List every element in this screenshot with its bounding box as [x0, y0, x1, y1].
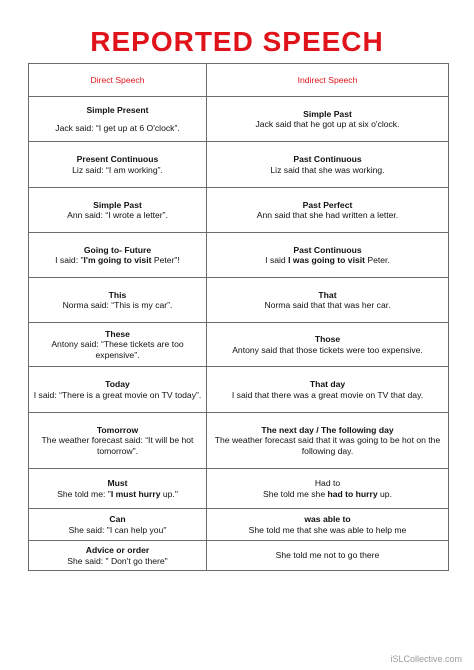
indirect-cell	[207, 541, 449, 571]
example-sentence: Ann said that she had written a letter.	[256, 210, 399, 220]
table-row	[29, 278, 449, 323]
direct-cell	[29, 323, 207, 367]
indirect-cell	[207, 233, 449, 278]
direct-cell	[29, 97, 207, 142]
indirect-cell	[207, 97, 449, 142]
tense-heading: Simple Present	[86, 104, 149, 115]
example-sentence	[210, 489, 445, 500]
tense-heading: Today	[105, 379, 130, 389]
example-sentence: Norma said: “This is my car”.	[62, 300, 173, 310]
tense-heading: Can	[109, 514, 126, 524]
table-header-row	[29, 64, 449, 97]
tense-heading: Past Continuous	[293, 244, 362, 255]
sentence-part: I said	[265, 255, 289, 265]
indirect-cell	[207, 367, 449, 413]
example-sentence: Norma said that that was her car.	[264, 300, 391, 310]
tense-heading: That	[318, 289, 337, 300]
reported-speech-table	[28, 63, 449, 571]
sentence-part: Peter.	[364, 255, 390, 265]
sentence-highlight: I was going to visit	[288, 255, 365, 265]
example-sentence: Antony said that those tickets were too expensive.	[232, 344, 423, 355]
example-sentence: She said: "I can help you"	[68, 524, 167, 535]
table-row	[29, 469, 449, 509]
indirect-cell	[207, 469, 449, 509]
sentence-highlight: I'm going to visit	[83, 255, 152, 265]
indirect-cell	[207, 142, 449, 188]
page-title: REPORTED SPEECH	[90, 26, 384, 57]
table-row	[29, 188, 449, 233]
tense-heading: Present Continuous	[76, 154, 159, 164]
example-sentence	[32, 255, 203, 266]
example-sentence: Ann said: “I wrote a letter”.	[67, 210, 168, 220]
tense-heading: Simple Past	[93, 199, 142, 210]
indirect-cell	[207, 188, 449, 233]
example-sentence: Liz said that she was working.	[270, 164, 385, 175]
watermark-footer: iSLCollective.com	[390, 654, 462, 664]
sentence-part: Peter"!	[151, 255, 180, 265]
sentence-part: up.	[377, 488, 392, 499]
table-row	[29, 413, 449, 469]
tense-heading: Past Continuous	[293, 154, 362, 164]
indirect-speech-header: Indirect Speech	[207, 64, 449, 97]
direct-cell	[29, 278, 207, 323]
example-sentence: She said: " Don't go there"	[67, 555, 168, 566]
example-sentence: Jack said that he got up at six o'clock.	[255, 119, 400, 129]
direct-cell	[29, 469, 207, 509]
table-row	[29, 323, 449, 367]
tense-heading: Advice or order	[85, 545, 150, 555]
sentence-part: I said: "	[55, 255, 84, 265]
direct-cell	[29, 142, 207, 188]
tense-heading: Must	[107, 478, 128, 488]
indirect-cell	[207, 323, 449, 367]
table-row	[29, 367, 449, 413]
tense-heading: Had to	[314, 478, 341, 488]
table-row	[29, 142, 449, 188]
direct-cell	[29, 233, 207, 278]
table-row	[29, 233, 449, 278]
tense-heading: Tomorrow	[96, 424, 139, 435]
direct-cell	[29, 541, 207, 571]
direct-speech-header: Direct Speech	[29, 64, 207, 97]
example-sentence: Jack said: “I get up at 6 O'clock”.	[55, 123, 180, 133]
sentence-part: up."	[160, 488, 178, 499]
sentence-highlight: I must hurry	[110, 488, 161, 499]
tense-heading: This	[108, 289, 127, 300]
direct-cell	[29, 413, 207, 469]
example-sentence: The weather forecast said that it was going to be hot on the following day.	[214, 435, 441, 456]
sentence-part: She told me: "	[57, 488, 111, 499]
tense-heading: Going to- Future	[83, 244, 152, 255]
example-sentence: I said: “There is a great movie on TV today”.	[33, 389, 202, 400]
table-row	[29, 509, 449, 541]
indirect-cell	[207, 413, 449, 469]
tense-heading: was able to	[304, 514, 351, 524]
sentence-part: She told me she	[263, 488, 328, 499]
example-sentence	[210, 255, 445, 266]
example-sentence: She told me not to go there	[275, 550, 380, 561]
example-sentence	[32, 489, 203, 500]
example-sentence: The weather forecast said: “It will be hot tomorrow”.	[41, 435, 194, 456]
example-sentence: She told me that she was able to help me	[248, 524, 407, 535]
direct-cell	[29, 188, 207, 233]
tense-heading: That day	[309, 379, 346, 389]
example-sentence: Antony said: “These tickets are too expensive”.	[51, 339, 184, 360]
table-row	[29, 97, 449, 142]
sentence-highlight: had to hurry	[327, 488, 378, 499]
tense-heading: Those	[314, 334, 341, 344]
tense-heading: These	[105, 328, 130, 339]
tense-heading: The next day / The following day	[261, 424, 394, 435]
direct-cell	[29, 509, 207, 541]
table-row	[29, 541, 449, 571]
tense-heading: Past Perfect	[302, 199, 353, 210]
tense-heading: Simple Past	[303, 108, 352, 119]
example-sentence: Liz said: “I am working”.	[72, 164, 163, 175]
example-sentence: I said that there was a great movie on TV that day.	[231, 389, 424, 400]
indirect-cell	[207, 509, 449, 541]
indirect-cell	[207, 278, 449, 323]
direct-cell	[29, 367, 207, 413]
